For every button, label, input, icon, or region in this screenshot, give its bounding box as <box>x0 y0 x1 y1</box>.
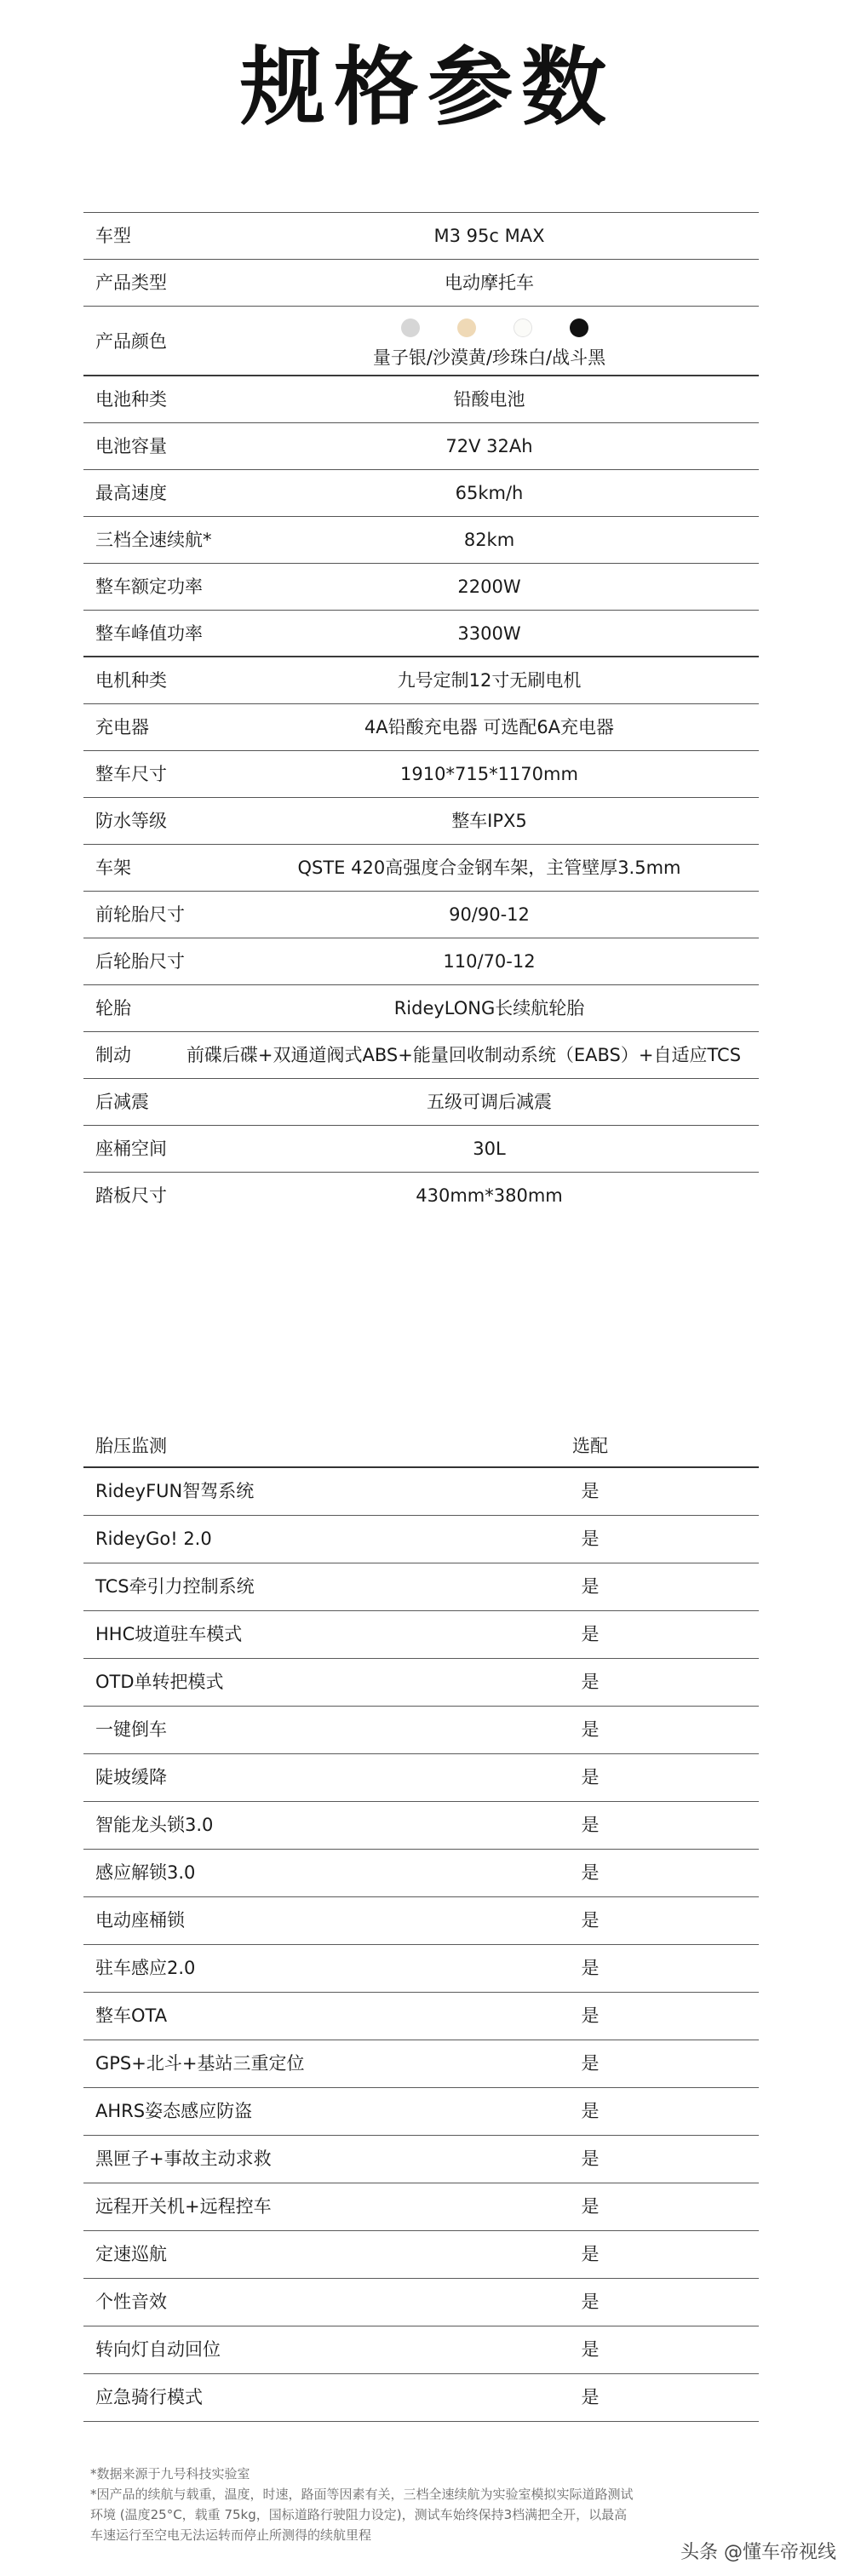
feature-value: 是 <box>581 2244 600 2264</box>
footnote-line: 车速运行至空电无法运转而停止所测得的续航里程 <box>90 2527 372 2543</box>
spec-row-footboard <box>83 1173 759 1219</box>
feature-row <box>83 1945 759 1993</box>
spec-value: 整车IPX5 <box>451 811 527 831</box>
spec-row-rear-tire <box>83 938 759 985</box>
feature-value: 是 <box>581 1624 600 1644</box>
spec-row-battery-capacity <box>83 423 759 470</box>
spec-label: 充电器 <box>95 717 149 737</box>
feature-label: 感应解锁3.0 <box>95 1862 196 1883</box>
feature-label: 转向灯自动回位 <box>95 2339 221 2360</box>
feature-row <box>83 1850 759 1897</box>
feature-table <box>83 1426 759 2422</box>
color-options <box>220 318 759 370</box>
spec-row-model <box>83 213 759 260</box>
feature-label: 驻车感应2.0 <box>95 1958 196 1978</box>
spec-label: 前轮胎尺寸 <box>95 904 185 925</box>
spec-label: 轮胎 <box>95 998 131 1018</box>
spec-value: 4A铅酸充电器 可选配6A充电器 <box>364 717 615 737</box>
spec-value: 65km/h <box>455 483 524 503</box>
spec-label: 电池容量 <box>95 436 167 456</box>
spec-value: 1910*715*1170mm <box>400 764 578 784</box>
feature-label: 黑匣子+事故主动求救 <box>95 2149 272 2169</box>
swatch-silver <box>401 318 420 337</box>
feature-value: 是 <box>581 2196 600 2217</box>
feature-value: 是 <box>581 2292 600 2312</box>
feature-value: 是 <box>581 2339 600 2360</box>
spec-value: 前碟后碟+双通道阀式ABS+能量回收制动系统（EABS）+自适应TCS <box>186 1045 742 1065</box>
feature-label: 陡坡缓降 <box>95 1767 167 1787</box>
feature-row <box>83 2231 759 2279</box>
feature-row <box>83 2136 759 2183</box>
feature-row <box>83 2279 759 2326</box>
spec-label: 产品颜色 <box>95 331 167 352</box>
footnote-line: *数据来源于九号科技实验室 <box>90 2466 250 2481</box>
feature-value: 是 <box>581 2101 600 2121</box>
spec-value: 430mm*380mm <box>416 1185 563 1206</box>
feature-label: 电动座桶锁 <box>95 1910 185 1931</box>
spec-row-frame <box>83 845 759 892</box>
spec-label: 电机种类 <box>95 670 167 691</box>
feature-value: 是 <box>581 1576 600 1597</box>
feature-row <box>83 1468 759 1516</box>
spec-row-rated-power <box>83 564 759 611</box>
feature-row <box>83 1707 759 1754</box>
feature-value: 是 <box>581 2387 600 2407</box>
feature-label: 智能龙头锁3.0 <box>95 1815 214 1835</box>
feature-value: 是 <box>581 1815 600 1835</box>
spec-label: 整车峰值功率 <box>95 623 203 644</box>
spec-row-top-speed <box>83 470 759 517</box>
spec-row-battery-type <box>83 376 759 423</box>
feature-value: 是 <box>581 1672 600 1692</box>
spec-row-peak-power <box>83 611 759 657</box>
feature-value: 是 <box>581 1481 600 1501</box>
spec-row-color <box>83 307 759 376</box>
spec-row-tires <box>83 985 759 1032</box>
spec-label: 踏板尺寸 <box>95 1185 167 1206</box>
spec-row-storage <box>83 1126 759 1173</box>
spec-label: 产品类型 <box>95 273 167 293</box>
spec-value: 2200W <box>457 577 521 597</box>
spec-label: 电池种类 <box>95 389 167 410</box>
feature-row <box>83 1897 759 1945</box>
color-swatches <box>220 318 759 341</box>
feature-value: 是 <box>581 2149 600 2169</box>
feature-label: RideyGo! 2.0 <box>95 1529 212 1549</box>
spec-value: 九号定制12寸无刷电机 <box>397 670 582 691</box>
spec-label: 后减震 <box>95 1092 149 1112</box>
feature-row <box>83 2374 759 2422</box>
feature-row <box>83 1516 759 1563</box>
swatch-desert-yellow <box>457 318 476 337</box>
spec-label: 座桶空间 <box>95 1139 167 1159</box>
feature-header-row <box>83 1426 759 1468</box>
spec-value: M3 95c MAX <box>433 226 545 246</box>
spec-row-dimensions <box>83 751 759 798</box>
feature-value: 是 <box>581 2053 600 2074</box>
spec-row-front-tire <box>83 892 759 938</box>
feature-label: AHRS姿态感应防盗 <box>95 2101 253 2121</box>
feature-row <box>83 1611 759 1659</box>
feature-label: 个性音效 <box>95 2292 167 2312</box>
feature-row <box>83 1563 759 1611</box>
spec-label: 车型 <box>95 226 131 246</box>
feature-value: 是 <box>581 1910 600 1931</box>
feature-label: 应急骑行模式 <box>95 2387 203 2407</box>
footnote-line: 环境 (温度25°C，载重 75kg，国标道路行驶阻力设定)，测试车始终保持3档满把全开，以最高 <box>90 2507 628 2522</box>
spec-table <box>83 212 759 1219</box>
spec-value: 90/90-12 <box>449 904 530 925</box>
feature-row <box>83 2326 759 2374</box>
spec-label: 制动 <box>95 1045 131 1065</box>
feature-label: HHC坡道驻车模式 <box>95 1624 243 1644</box>
spec-row-motor <box>83 657 759 704</box>
feature-value: 选配 <box>572 1436 608 1456</box>
swatch-battle-black <box>570 318 588 337</box>
spec-value: 110/70-12 <box>443 951 536 972</box>
spec-label: 整车尺寸 <box>95 764 167 784</box>
color-names: 量子银/沙漠黄/珍珠白/战斗黑 <box>372 347 606 368</box>
feature-row <box>83 2088 759 2136</box>
spec-label: 三档全速续航* <box>95 530 212 550</box>
spec-row-rear-shock <box>83 1079 759 1126</box>
feature-label: GPS+北斗+基站三重定位 <box>95 2053 305 2074</box>
spec-row-brakes <box>83 1032 759 1079</box>
spec-value: 铅酸电池 <box>453 389 525 410</box>
spec-value: 30L <box>473 1139 506 1159</box>
feature-label: 一键倒车 <box>95 1719 167 1740</box>
feature-value: 是 <box>581 1529 600 1549</box>
feature-value: 是 <box>581 2005 600 2026</box>
spec-row-waterproof <box>83 798 759 845</box>
spec-value: 电动摩托车 <box>445 273 534 293</box>
spec-value: 82km <box>463 530 515 550</box>
feature-label: TCS牵引力控制系统 <box>95 1576 255 1597</box>
feature-label: 远程开关机+远程控车 <box>95 2196 272 2217</box>
feature-value: 是 <box>581 1767 600 1787</box>
spec-value: QSTE 420高强度合金钢车架，主管壁厚3.5mm <box>297 858 681 878</box>
spec-value: 五级可调后减震 <box>427 1092 552 1112</box>
feature-label: 整车OTA <box>95 2005 168 2026</box>
spec-row-range <box>83 517 759 564</box>
feature-row <box>83 1802 759 1850</box>
footnote <box>90 2464 789 2545</box>
spec-label: 后轮胎尺寸 <box>95 951 185 972</box>
feature-row <box>83 1754 759 1802</box>
spec-label: 防水等级 <box>95 811 167 831</box>
spec-value: 3300W <box>457 623 521 644</box>
feature-label: RideyFUN智驾系统 <box>95 1481 255 1501</box>
feature-label: 定速巡航 <box>95 2244 167 2264</box>
feature-row <box>83 2183 759 2231</box>
spec-label: 车架 <box>95 858 131 878</box>
footnote-line: *因产品的续航与载重，温度，时速，路面等因素有关，三档全速续航为实验室模拟实际道路测试 <box>90 2487 634 2502</box>
feature-label: OTD单转把模式 <box>95 1672 224 1692</box>
spec-row-charger <box>83 704 759 751</box>
feature-row <box>83 2040 759 2088</box>
feature-row <box>83 1659 759 1707</box>
spec-value: RideyLONG长续航轮胎 <box>393 998 585 1018</box>
feature-value: 是 <box>581 1719 600 1740</box>
feature-row <box>83 1993 759 2040</box>
feature-value: 是 <box>581 1862 600 1883</box>
feature-value: 是 <box>581 1958 600 1978</box>
spec-label: 最高速度 <box>95 483 167 503</box>
spec-row-type <box>83 260 759 307</box>
feature-label: 胎压监测 <box>95 1436 167 1456</box>
watermark: 头条 @懂车帝视线 <box>680 2542 836 2563</box>
spec-label: 整车额定功率 <box>95 577 203 597</box>
swatch-pearl-white <box>514 318 532 337</box>
spec-value: 72V 32Ah <box>445 436 533 456</box>
page-title: 规格参数 <box>240 37 615 137</box>
